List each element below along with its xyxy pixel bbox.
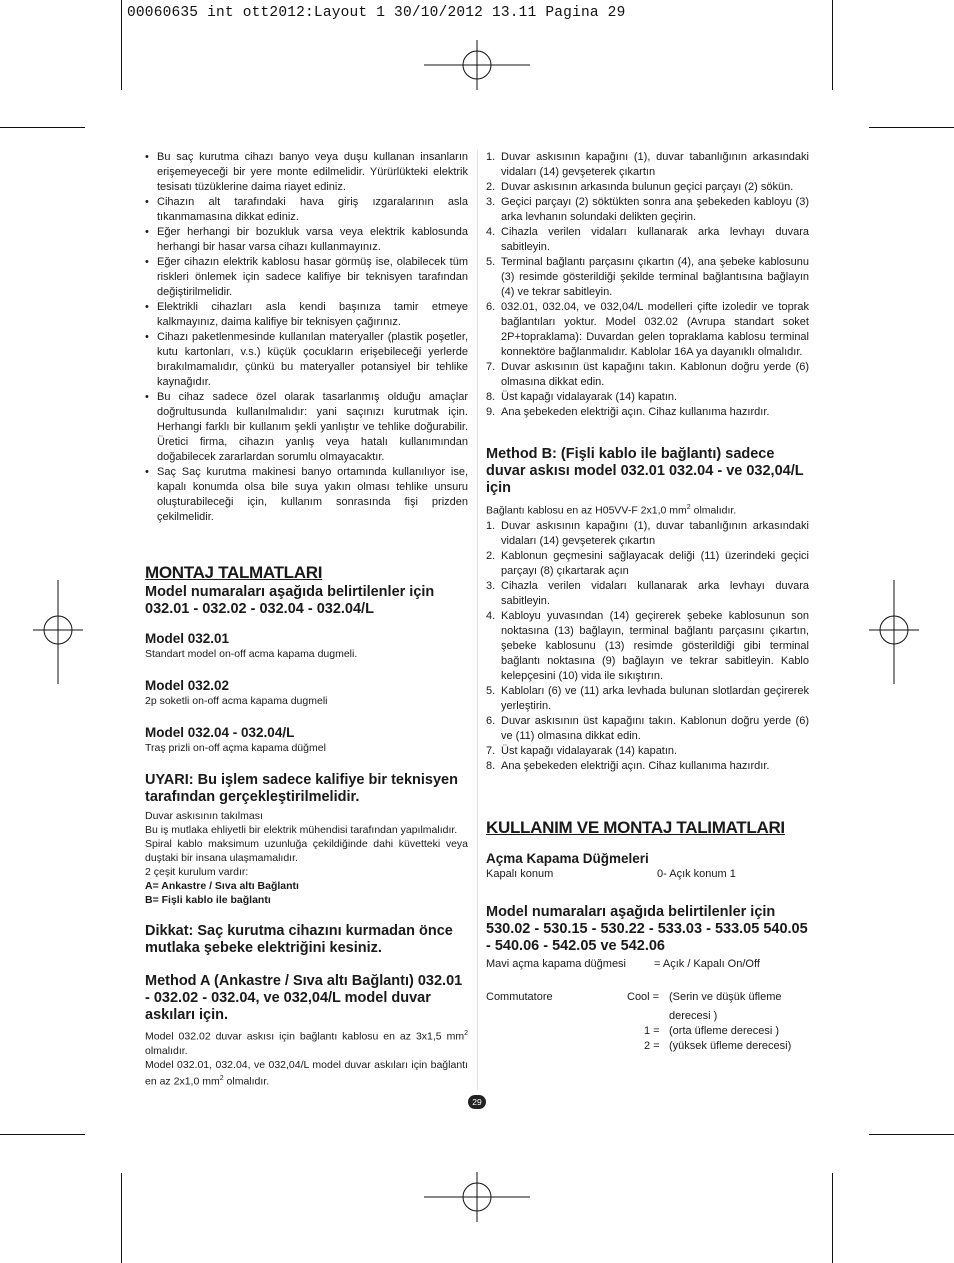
step-text: Duvar askısının arkasında bulunun geçici parçayı (2) sökün. [501, 181, 794, 193]
step-text: Duvar askısının üst kapağını takın. Kablonun doğru yerde (6) olmasına dikkat edin. [501, 361, 809, 388]
commutator-label: Commutatore [486, 990, 553, 1003]
level-one-row [486, 1024, 809, 1039]
registration-mark-top [424, 40, 530, 90]
list-item: • Bu cihaz sadece özel olarak tasarlanmış olduğu amaçlar doğrultusunda kullanılmalıdır: yani saçınızı kurutmak için. Herhangi farklı bir kullanım şekli yanlıştır ve tehlike doğurabilir. Üretici firma, cihazın yanlış veya hatalı kullanımından doğabilecek zararlardan sorumlu olmayacaktır. [145, 390, 468, 465]
intro-text: olmalıdır. [690, 504, 737, 517]
section-title-kullanim: KULLANIM VE MONTAJ TALIMATLARI [486, 817, 785, 837]
step-text: Kabloyu yuvasından (14) geçirerek şebeke kablosunun son noktasına (13) bağlayın, terminal bağlantı parçasını çıkartın, şebeke kablosunu (13) resimde gösterildiği gibi terminal bağlantı noktasına (9) bağlayın ve tekrar sabitleyin. Kablo kelepçesini (10) vida ile sıkıştırın. [501, 609, 809, 682]
cool-key: Cool = [627, 990, 660, 1003]
method-a-steps [486, 150, 809, 420]
step-text: Terminal bağlantı parçasını çıkartın (4), ana şebeke kablosunu (3) resimde gösterildiği şekilde terminal bağlantısına bağlayın (4) ve tekrar sabitleyin. [501, 256, 809, 298]
blue-switch-label: Mavi açma kapama düğmesi [486, 957, 627, 970]
list-item [486, 549, 809, 579]
list-item [486, 684, 809, 714]
warning-line: Bu iş mutlaka ehliyetli bir elektrik mühendisi tarafından yapılmalıdır. [145, 824, 458, 836]
safety-bullet-list [145, 150, 468, 525]
list-item [486, 180, 809, 195]
model-3-desc: Traş prizli on-off açma kapama düğmel [145, 742, 326, 754]
cool-value-cont: derecesi ) [669, 1009, 718, 1022]
method-b-heading: Method B: (Fişli kablo ile bağlantı) sadece duvar askısı model 032.01 032.04 - ve 032,04/L için [486, 446, 804, 496]
superscript: 2 [219, 1074, 224, 1082]
step-text: Kabloları (6) ve (11) arka levhada bulunan slotlardan geçirerek yerleştirin. [501, 684, 809, 712]
step-text: Ana şebekeden elektriği açın. Cihaz kullanıma hazırdır. [501, 759, 770, 772]
note-text: Model 032.01, 032.04, ve 032,04/L model duvar askıları için bağlantı en az 2x1,0 mm [145, 1058, 468, 1087]
list-item: • Cihazın alt tarafındaki hava giriş ızgaralarının asla tıkanmamasına dikkat ediniz. [145, 195, 468, 225]
step-text: Ana şebekeden elektriği açın. Cihaz kullanıma hazırdır. [501, 406, 770, 418]
switch-off-label: Kapalı konum [486, 867, 554, 880]
model-2-desc: 2p soketli on-off acma kapama dugmeli [145, 695, 328, 707]
step-number: 6. [486, 301, 496, 313]
list-item [486, 150, 809, 180]
step-text: 032.01, 032.04, ve 032,04/L modelleri çifte izoledir ve toprak bağlantıları yoktur. Model 032.02 (Avrupa standart soket 2P+topraklama): Duvardan gelen topraklama kablosu terminal konnektöre bağlanmalıdır. Kablolar 16A ya dayanıklı olmalıdır. [501, 301, 809, 358]
install-type-a: A= Ankastre / Sıva altı Bağlantı [145, 880, 299, 892]
model-2-title: Model 032.02 [145, 678, 230, 693]
list-item [486, 579, 809, 609]
registration-mark-bottom [424, 1172, 530, 1222]
level-two-value: (yüksek üfleme derecesi) [669, 1039, 792, 1052]
step-number: 3. [486, 579, 496, 592]
step-text: Cihazla verilen vidaları kullanarak arka levhayı duvara sabitleyin. [501, 579, 809, 607]
step-text: Üst kapağı vidalayarak (14) kapatın. [501, 744, 678, 757]
note-text: Model 032.02 duvar askısı için bağlantı kablosu en az 3x1,5 mm [145, 1030, 465, 1043]
list-item: • Saç Saç kurutma makinesi banyo ortamında kullanılıyor ise, kapalı konumda olsa bile suya yakın olması tehlike unsuru oluşturabileceği için, kullanım sonrasında fişi prizden çekilmelidir. [145, 465, 468, 525]
step-number: 2. [486, 549, 496, 562]
warning-line: Duvar askısının takılması [145, 810, 263, 822]
step-number: 4. [486, 226, 496, 238]
method-b-intro [486, 500, 809, 519]
method-b-steps [486, 519, 809, 774]
crop-mark-bottom-right-v [832, 1173, 833, 1263]
list-item: • Eğer herhangi bir bozukluk varsa veya elektrik kablosunda herhangi bir hasar varsa cihazı kullanmayınız. [145, 225, 468, 255]
list-item: • Cihazı paketlenmesinde kullanılan materyaller (plastik poşetler, kutu kartonları, v.s.) küçük çocukların erişebileceği yerlerde bırakılmamalıdır, çünkü bu materyaller potansiyel bir tehlike kaynağıdır. [145, 330, 468, 390]
list-item [486, 360, 809, 390]
method-a-notes [145, 1027, 468, 1088]
level-two-key: 2 = [644, 1039, 660, 1052]
list-item [486, 225, 809, 255]
column-divider [477, 150, 478, 1090]
method-a-heading: Method A (Ankastre / Sıva altı Bağlantı) 032.01 - 032.02 - 032.04, ve 032,04/L model duvar askıları için. [145, 973, 463, 1023]
superscript: 2 [686, 504, 691, 511]
step-number: 2. [486, 181, 496, 193]
commutator-row [486, 990, 809, 1006]
method-a-note-1 [145, 1027, 468, 1058]
step-text: Duvar askısının kapağını (1), duvar tabanlığının arkasındaki vidaları (14) gevşeterek çıkartın [501, 519, 809, 547]
step-number: 8. [486, 759, 496, 772]
list-item [486, 405, 809, 420]
crop-mark-bottom-left-h [0, 1134, 85, 1135]
list-item [486, 519, 809, 549]
list-item [486, 195, 809, 225]
section-title-montaj: MONTAJ TALMATLARI [145, 563, 323, 582]
list-item: • Bu saç kurutma cihazı banyo veya duşu kullanan insanların erişemeyeceği bir yere monte edilmelidir. Yürürlükteki elektrik tesisatı tüzüklerine daima riayet ediniz. [145, 150, 468, 195]
step-text: Duvar askısının üst kapağını takın. Kablonun doğru yerde (6) ve (11) olmasına dikkat edin. [501, 714, 809, 742]
step-number: 8. [486, 391, 496, 403]
models-heading: Model numaraları aşağıda belirtilenler için 032.01 - 032.02 - 032.04 - 032.04/L [145, 584, 435, 617]
warning-line: 2 çeşit kurulum vardır: [145, 866, 249, 878]
caution-heading: Dikkat: Saç kurutma cihazını kurmadan önce mutlaka şebeke elektriğini kesiniz. [145, 923, 453, 956]
crop-mark-bottom-left-v [121, 1173, 122, 1263]
step-text: Geçici parçayı (2) söktükten sonra ana şebekeden kabloyu (3) arka levhanın solundaki delikten geçirin. [501, 196, 809, 223]
step-number: 1. [486, 151, 496, 163]
step-text: Cihazla verilen vidaları kullanarak arka levhayı duvara sabitleyin. [501, 226, 809, 253]
list-item [486, 255, 809, 300]
step-number: 7. [486, 361, 496, 373]
warning-line: Spiral kablo maksimum uzunluğa çekildiğinde dahi küvetteki veya duştaki bir insana ulaşmamalıdır. [145, 838, 468, 864]
step-number: 9. [486, 406, 496, 418]
step-text: Üst kapağı vidalayarak (14) kapatın. [501, 391, 678, 403]
list-item [486, 300, 809, 360]
cool-continuation-row [486, 1009, 809, 1024]
blue-switch-value: = Açık / Kapalı On/Off [654, 957, 760, 970]
blue-switch-row [486, 957, 809, 972]
method-a-note-2 [145, 1058, 468, 1089]
step-text: Duvar askısının kapağını (1), duvar tabanlığının arkasındaki vidaları (14) gevşeterek çıkartın [501, 151, 809, 178]
step-number: 5. [486, 684, 496, 697]
list-item [486, 609, 809, 684]
crop-mark-bottom-right-h [869, 1134, 954, 1135]
step-number: 1. [486, 519, 496, 532]
list-item [486, 714, 809, 744]
list-item: • Eğer cihazın elektrik kablosu hasar görmüş ise, olabilecek tüm riskleri önlemek için sadece kalifiye bir teknisyen tarafından değiştirilmelidir. [145, 255, 468, 300]
step-text: Kablonun geçmesini sağlayacak deliği (11) üzerindeki geçici parçayı (8) çıkartarak açın [501, 549, 809, 577]
intro-text: Bağlantı kablosu en az H05VV-F 2x1,0 mm [486, 504, 687, 517]
list-item [486, 759, 809, 774]
warning-heading: UYARI: Bu işlem sadece kalifiye bir teknisyen tarafından gerçekleştirilmelidir. [145, 772, 458, 805]
crop-mark-top-left-h [0, 127, 85, 128]
step-number: 5. [486, 256, 496, 268]
note-text: olmalıdır. [223, 1075, 270, 1087]
switch-positions-row [486, 867, 809, 882]
list-item [486, 744, 809, 759]
level-two-row [486, 1039, 809, 1054]
crop-mark-top-right-h [869, 127, 954, 128]
step-number: 3. [486, 196, 496, 208]
cool-value: (Serin ve düşük üfleme [669, 990, 782, 1003]
level-one-value: (orta üfleme derecesi ) [669, 1024, 780, 1037]
switch-heading: Açma Kapama Düğmeleri [486, 850, 649, 866]
level-one-key: 1 = [644, 1024, 660, 1037]
step-number: 6. [486, 714, 496, 727]
page-number-badge: 29 [468, 1095, 486, 1109]
left-column [145, 150, 468, 1088]
switch-on-label: 0- Açık konum 1 [657, 867, 736, 880]
step-number: 4. [486, 609, 496, 622]
models-heading-2: Model numaraları aşağıda belirtilenler için 530.02 - 530.15 - 530.22 - 533.03 - 533.05 540.05 - 540.06 - 542.05 ve 542.06 [486, 903, 808, 954]
note-text: olmalıdır. [145, 1044, 188, 1057]
registration-mark-right [869, 580, 919, 684]
print-slug-line: 00060635 int ott2012:Layout 1 30/10/2012 13.11 Pagina 29 [127, 5, 626, 21]
right-column [486, 150, 809, 1054]
crop-mark-top-right-v [832, 0, 833, 90]
step-number: 7. [486, 744, 496, 757]
model-1-title: Model 032.01 [145, 631, 230, 646]
model-1-desc: Standart model on-off acma kapama dugmeli. [145, 648, 358, 660]
superscript: 2 [464, 1030, 468, 1037]
model-3-title: Model 032.04 - 032.04/L [145, 725, 295, 740]
crop-mark-top-left-v [121, 0, 122, 90]
list-item [486, 390, 809, 405]
install-type-b: B= Fişli kablo ile bağlantı [145, 894, 271, 906]
registration-mark-left [33, 580, 83, 684]
warning-body [145, 809, 468, 907]
list-item: • Elektrikli cihazları asla kendi başınıza tamir etmeye kalkmayınız, daima kalifiye bir teknisyen çağırınız. [145, 300, 468, 330]
